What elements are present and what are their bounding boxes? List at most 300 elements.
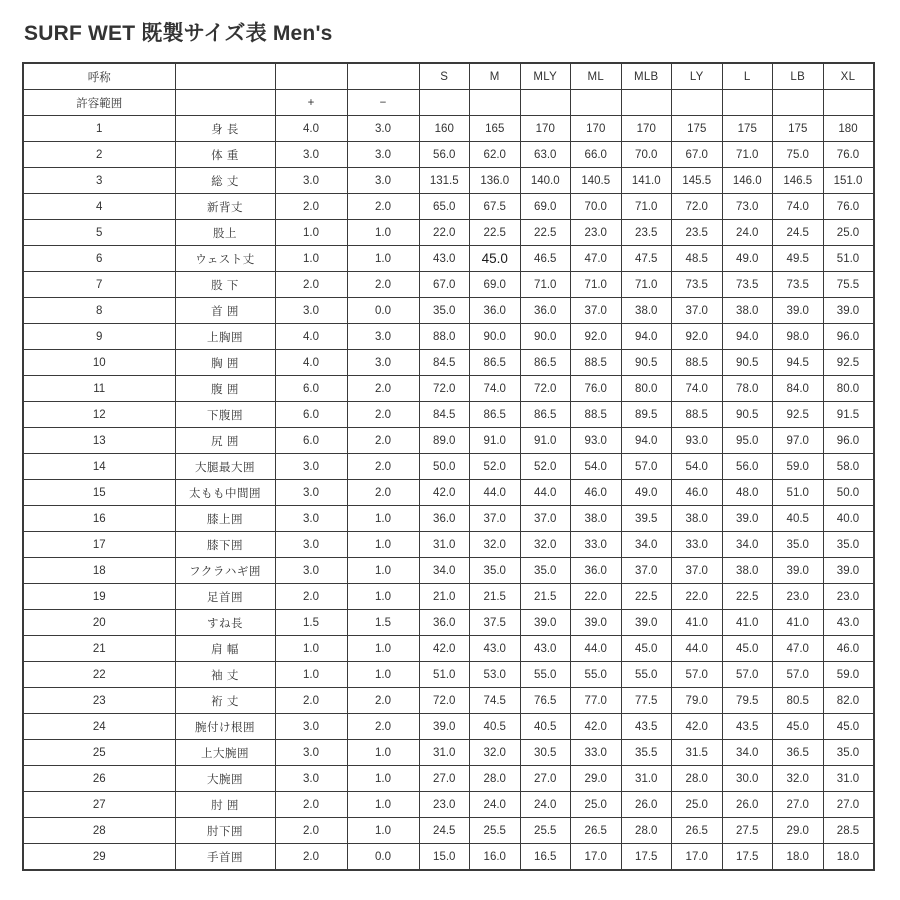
- value-xl: 58.0: [823, 454, 874, 480]
- value-s: 15.0: [419, 844, 470, 871]
- row-number: 8: [23, 298, 175, 324]
- value-mlb: 94.0: [621, 324, 672, 350]
- value-ly: 31.5: [672, 740, 723, 766]
- value-s: 43.0: [419, 246, 470, 272]
- value-ml: 70.0: [571, 194, 622, 220]
- tolerance-minus: 3.0: [347, 116, 419, 142]
- value-lb: 74.0: [773, 194, 824, 220]
- tolerance-plus: 3.0: [275, 558, 347, 584]
- tolerance-row: [23, 90, 874, 116]
- row-number: 17: [23, 532, 175, 558]
- table-row: [23, 428, 874, 454]
- value-ml: 39.0: [571, 610, 622, 636]
- value-s: 31.0: [419, 740, 470, 766]
- tolerance-value-mly: [520, 90, 571, 116]
- value-xl: 96.0: [823, 428, 874, 454]
- row-number: 27: [23, 792, 175, 818]
- value-mlb: 17.5: [621, 844, 672, 871]
- value-l: 95.0: [722, 428, 773, 454]
- value-xl: 75.5: [823, 272, 874, 298]
- tolerance-plus: 6.0: [275, 376, 347, 402]
- tolerance-plus: 3.0: [275, 454, 347, 480]
- row-number: 13: [23, 428, 175, 454]
- value-mlb: 47.5: [621, 246, 672, 272]
- tolerance-minus: 2.0: [347, 402, 419, 428]
- value-ly: 48.5: [672, 246, 723, 272]
- value-mly: 36.0: [520, 298, 571, 324]
- row-number: 10: [23, 350, 175, 376]
- measurement-name: 裄 丈: [175, 688, 275, 714]
- value-l: 94.0: [722, 324, 773, 350]
- value-lb: 98.0: [773, 324, 824, 350]
- value-l: 56.0: [722, 454, 773, 480]
- value-s: 84.5: [419, 350, 470, 376]
- table-row: [23, 194, 874, 220]
- value-m: 74.0: [470, 376, 521, 402]
- value-s: 84.5: [419, 402, 470, 428]
- tolerance-plus: 4.0: [275, 116, 347, 142]
- value-lb: 29.0: [773, 818, 824, 844]
- tolerance-minus: 2.0: [347, 454, 419, 480]
- value-mly: 90.0: [520, 324, 571, 350]
- value-l: 34.0: [722, 532, 773, 558]
- table-row: [23, 168, 874, 194]
- tolerance-plus: 2.0: [275, 194, 347, 220]
- value-xl: 25.0: [823, 220, 874, 246]
- value-mly: 25.5: [520, 818, 571, 844]
- header-label-designation: 呼称: [23, 63, 175, 90]
- value-l: 41.0: [722, 610, 773, 636]
- value-xl: 80.0: [823, 376, 874, 402]
- value-lb: 39.0: [773, 298, 824, 324]
- value-xl: 23.0: [823, 584, 874, 610]
- value-mly: 170: [520, 116, 571, 142]
- value-mlb: 37.0: [621, 558, 672, 584]
- tolerance-value-s: [419, 90, 470, 116]
- table-row: [23, 532, 874, 558]
- tolerance-minus-symbol: −: [347, 90, 419, 116]
- value-mlb: 89.5: [621, 402, 672, 428]
- value-m: 40.5: [470, 714, 521, 740]
- tolerance-minus: 1.0: [347, 584, 419, 610]
- header-size-s: S: [419, 63, 470, 90]
- value-xl: 31.0: [823, 766, 874, 792]
- value-ml: 55.0: [571, 662, 622, 688]
- value-s: 39.0: [419, 714, 470, 740]
- value-ly: 57.0: [672, 662, 723, 688]
- value-xl: 96.0: [823, 324, 874, 350]
- value-l: 175: [722, 116, 773, 142]
- tolerance-minus: 2.0: [347, 480, 419, 506]
- value-l: 27.5: [722, 818, 773, 844]
- row-number: 26: [23, 766, 175, 792]
- value-m: 43.0: [470, 636, 521, 662]
- value-s: 56.0: [419, 142, 470, 168]
- value-l: 49.0: [722, 246, 773, 272]
- value-l: 57.0: [722, 662, 773, 688]
- value-ly: 145.5: [672, 168, 723, 194]
- value-mlb: 71.0: [621, 194, 672, 220]
- value-mlb: 39.5: [621, 506, 672, 532]
- value-ly: 17.0: [672, 844, 723, 871]
- tolerance-minus: 0.0: [347, 298, 419, 324]
- row-number: 29: [23, 844, 175, 871]
- value-m: 35.0: [470, 558, 521, 584]
- value-s: 65.0: [419, 194, 470, 220]
- value-ml: 93.0: [571, 428, 622, 454]
- tolerance-plus: 3.0: [275, 766, 347, 792]
- tolerance-plus: 2.0: [275, 818, 347, 844]
- value-lb: 39.0: [773, 558, 824, 584]
- value-m: 37.0: [470, 506, 521, 532]
- tolerance-plus: 2.0: [275, 688, 347, 714]
- tolerance-plus: 3.0: [275, 142, 347, 168]
- value-l: 79.5: [722, 688, 773, 714]
- value-ml: 140.5: [571, 168, 622, 194]
- row-number: 24: [23, 714, 175, 740]
- table-row: [23, 376, 874, 402]
- value-xl: 151.0: [823, 168, 874, 194]
- tolerance-plus-symbol: +: [275, 90, 347, 116]
- value-mly: 35.0: [520, 558, 571, 584]
- value-s: 24.5: [419, 818, 470, 844]
- header-size-ly: LY: [672, 63, 723, 90]
- value-mly: 63.0: [520, 142, 571, 168]
- row-number: 23: [23, 688, 175, 714]
- value-ly: 67.0: [672, 142, 723, 168]
- table-row: [23, 350, 874, 376]
- value-ml: 36.0: [571, 558, 622, 584]
- row-number: 5: [23, 220, 175, 246]
- measurement-name: 尻 囲: [175, 428, 275, 454]
- value-l: 30.0: [722, 766, 773, 792]
- value-s: 34.0: [419, 558, 470, 584]
- tolerance-minus: 1.0: [347, 246, 419, 272]
- tolerance-plus: 3.0: [275, 532, 347, 558]
- value-ly: 33.0: [672, 532, 723, 558]
- row-number: 12: [23, 402, 175, 428]
- value-lb: 24.5: [773, 220, 824, 246]
- measurement-name: 手首囲: [175, 844, 275, 871]
- value-lb: 40.5: [773, 506, 824, 532]
- value-m: 90.0: [470, 324, 521, 350]
- value-l: 34.0: [722, 740, 773, 766]
- value-mlb: 94.0: [621, 428, 672, 454]
- value-mlb: 45.0: [621, 636, 672, 662]
- value-s: 131.5: [419, 168, 470, 194]
- tolerance-plus: 4.0: [275, 324, 347, 350]
- row-number: 18: [23, 558, 175, 584]
- value-l: 48.0: [722, 480, 773, 506]
- value-xl: 59.0: [823, 662, 874, 688]
- value-l: 71.0: [722, 142, 773, 168]
- tolerance-minus: 1.0: [347, 506, 419, 532]
- table-row: [23, 142, 874, 168]
- tolerance-name: [175, 90, 275, 116]
- value-mly: 72.0: [520, 376, 571, 402]
- value-mlb: 23.5: [621, 220, 672, 246]
- value-lb: 146.5: [773, 168, 824, 194]
- measurement-name: 袖 丈: [175, 662, 275, 688]
- value-lb: 80.5: [773, 688, 824, 714]
- tolerance-plus: 2.0: [275, 844, 347, 871]
- value-m: 136.0: [470, 168, 521, 194]
- header-size-mlb: MLB: [621, 63, 672, 90]
- value-lb: 57.0: [773, 662, 824, 688]
- value-lb: 32.0: [773, 766, 824, 792]
- value-s: 36.0: [419, 506, 470, 532]
- tolerance-value-m: [470, 90, 521, 116]
- row-number: 25: [23, 740, 175, 766]
- value-mly: 86.5: [520, 402, 571, 428]
- tolerance-plus: 4.0: [275, 350, 347, 376]
- table-row: [23, 220, 874, 246]
- value-mly: 44.0: [520, 480, 571, 506]
- value-xl: 43.0: [823, 610, 874, 636]
- value-ly: 88.5: [672, 402, 723, 428]
- table-row: [23, 246, 874, 272]
- value-ly: 22.0: [672, 584, 723, 610]
- value-lb: 27.0: [773, 792, 824, 818]
- measurement-name: 膝下囲: [175, 532, 275, 558]
- value-mly: 30.5: [520, 740, 571, 766]
- tolerance-minus: 1.0: [347, 818, 419, 844]
- value-m: 16.0: [470, 844, 521, 871]
- value-xl: 51.0: [823, 246, 874, 272]
- size-table-container: [22, 62, 872, 871]
- value-mlb: 70.0: [621, 142, 672, 168]
- value-lb: 23.0: [773, 584, 824, 610]
- table-row: [23, 480, 874, 506]
- measurement-name: 足首囲: [175, 584, 275, 610]
- value-ml: 22.0: [571, 584, 622, 610]
- value-mlb: 90.5: [621, 350, 672, 376]
- tolerance-minus: 2.0: [347, 272, 419, 298]
- value-xl: 40.0: [823, 506, 874, 532]
- row-number: 4: [23, 194, 175, 220]
- size-table: [22, 62, 875, 871]
- value-mly: 140.0: [520, 168, 571, 194]
- value-l: 43.5: [722, 714, 773, 740]
- measurement-name: 太もも中間囲: [175, 480, 275, 506]
- measurement-name: 総 丈: [175, 168, 275, 194]
- value-s: 160: [419, 116, 470, 142]
- measurement-name: 肘 囲: [175, 792, 275, 818]
- row-number: 2: [23, 142, 175, 168]
- value-mly: 52.0: [520, 454, 571, 480]
- tolerance-minus: 1.0: [347, 662, 419, 688]
- value-ly: 72.0: [672, 194, 723, 220]
- value-xl: 35.0: [823, 740, 874, 766]
- value-ly: 37.0: [672, 558, 723, 584]
- value-l: 38.0: [722, 558, 773, 584]
- row-number: 1: [23, 116, 175, 142]
- value-lb: 84.0: [773, 376, 824, 402]
- tolerance-plus: 3.0: [275, 714, 347, 740]
- tolerance-plus: 6.0: [275, 402, 347, 428]
- value-m: 24.0: [470, 792, 521, 818]
- tolerance-minus: 2.0: [347, 376, 419, 402]
- value-ml: 88.5: [571, 402, 622, 428]
- measurement-name: 肘下囲: [175, 818, 275, 844]
- value-mly: 21.5: [520, 584, 571, 610]
- tolerance-plus: 3.0: [275, 168, 347, 194]
- value-m: 67.5: [470, 194, 521, 220]
- value-l: 73.5: [722, 272, 773, 298]
- value-mly: 27.0: [520, 766, 571, 792]
- measurement-name: フクラハギ囲: [175, 558, 275, 584]
- value-m: 74.5: [470, 688, 521, 714]
- table-row: [23, 272, 874, 298]
- table-row: [23, 506, 874, 532]
- value-mly: 22.5: [520, 220, 571, 246]
- tolerance-minus: 3.0: [347, 350, 419, 376]
- value-l: 26.0: [722, 792, 773, 818]
- value-lb: 59.0: [773, 454, 824, 480]
- table-row: [23, 818, 874, 844]
- value-s: 67.0: [419, 272, 470, 298]
- row-number: 20: [23, 610, 175, 636]
- value-s: 88.0: [419, 324, 470, 350]
- value-ly: 54.0: [672, 454, 723, 480]
- table-row: [23, 584, 874, 610]
- tolerance-minus: 2.0: [347, 714, 419, 740]
- value-xl: 45.0: [823, 714, 874, 740]
- page-title: SURF WET 既製サイズ表 Men's: [24, 22, 333, 45]
- value-mlb: 57.0: [621, 454, 672, 480]
- table-row: [23, 662, 874, 688]
- measurement-name: 膝上囲: [175, 506, 275, 532]
- table-row: [23, 324, 874, 350]
- value-ml: 88.5: [571, 350, 622, 376]
- value-mlb: 170: [621, 116, 672, 142]
- value-ly: 79.0: [672, 688, 723, 714]
- value-m: 32.0: [470, 532, 521, 558]
- value-mlb: 80.0: [621, 376, 672, 402]
- value-mly: 43.0: [520, 636, 571, 662]
- value-s: 51.0: [419, 662, 470, 688]
- value-mly: 39.0: [520, 610, 571, 636]
- header-label-plus: [275, 63, 347, 90]
- tolerance-minus: 3.0: [347, 142, 419, 168]
- value-l: 90.5: [722, 350, 773, 376]
- value-l: 78.0: [722, 376, 773, 402]
- value-lb: 47.0: [773, 636, 824, 662]
- value-xl: 35.0: [823, 532, 874, 558]
- value-ml: 33.0: [571, 740, 622, 766]
- row-number: 14: [23, 454, 175, 480]
- header-size-mly: MLY: [520, 63, 571, 90]
- tolerance-minus: 1.5: [347, 610, 419, 636]
- value-mly: 86.5: [520, 350, 571, 376]
- value-ml: 47.0: [571, 246, 622, 272]
- value-ml: 29.0: [571, 766, 622, 792]
- measurement-name: 胸 囲: [175, 350, 275, 376]
- tolerance-minus: 1.0: [347, 740, 419, 766]
- measurement-name: 腕付け根囲: [175, 714, 275, 740]
- value-xl: 76.0: [823, 142, 874, 168]
- value-ml: 37.0: [571, 298, 622, 324]
- value-lb: 175: [773, 116, 824, 142]
- tolerance-value-mlb: [621, 90, 672, 116]
- value-mlb: 71.0: [621, 272, 672, 298]
- value-s: 42.0: [419, 636, 470, 662]
- row-number: 3: [23, 168, 175, 194]
- value-lb: 49.5: [773, 246, 824, 272]
- tolerance-plus: 1.0: [275, 220, 347, 246]
- value-mlb: 28.0: [621, 818, 672, 844]
- value-mlb: 39.0: [621, 610, 672, 636]
- tolerance-value-lb: [773, 90, 824, 116]
- value-xl: 27.0: [823, 792, 874, 818]
- tolerance-minus: 3.0: [347, 168, 419, 194]
- value-ly: 23.5: [672, 220, 723, 246]
- tolerance-plus: 1.0: [275, 246, 347, 272]
- tolerance-plus: 2.0: [275, 584, 347, 610]
- value-m: 22.5: [470, 220, 521, 246]
- value-xl: 39.0: [823, 298, 874, 324]
- header-size-xl: XL: [823, 63, 874, 90]
- header-row-sizes: [23, 63, 874, 90]
- measurement-name: 大腕囲: [175, 766, 275, 792]
- value-mly: 16.5: [520, 844, 571, 871]
- value-ly: 88.5: [672, 350, 723, 376]
- value-ly: 46.0: [672, 480, 723, 506]
- value-lb: 51.0: [773, 480, 824, 506]
- value-s: 21.0: [419, 584, 470, 610]
- measurement-name: すね長: [175, 610, 275, 636]
- table-row: [23, 766, 874, 792]
- value-lb: 18.0: [773, 844, 824, 871]
- value-ml: 26.5: [571, 818, 622, 844]
- value-ml: 23.0: [571, 220, 622, 246]
- value-ml: 54.0: [571, 454, 622, 480]
- value-l: 146.0: [722, 168, 773, 194]
- value-lb: 41.0: [773, 610, 824, 636]
- value-ml: 77.0: [571, 688, 622, 714]
- table-header: [23, 63, 874, 116]
- value-xl: 91.5: [823, 402, 874, 428]
- value-xl: 180: [823, 116, 874, 142]
- row-number: 9: [23, 324, 175, 350]
- row-number: 11: [23, 376, 175, 402]
- header-size-lb: LB: [773, 63, 824, 90]
- tolerance-value-ly: [672, 90, 723, 116]
- table-row: [23, 558, 874, 584]
- value-m: 45.0: [470, 246, 521, 272]
- table-row: [23, 792, 874, 818]
- value-ml: 92.0: [571, 324, 622, 350]
- row-number: 28: [23, 818, 175, 844]
- table-row: [23, 714, 874, 740]
- tolerance-minus: 1.0: [347, 558, 419, 584]
- tolerance-minus: 1.0: [347, 792, 419, 818]
- value-mly: 40.5: [520, 714, 571, 740]
- tolerance-plus: 3.0: [275, 480, 347, 506]
- tolerance-plus: 3.0: [275, 740, 347, 766]
- value-ly: 37.0: [672, 298, 723, 324]
- value-ml: 42.0: [571, 714, 622, 740]
- value-ml: 38.0: [571, 506, 622, 532]
- value-m: 52.0: [470, 454, 521, 480]
- measurement-name: 大腿最大囲: [175, 454, 275, 480]
- row-number: 15: [23, 480, 175, 506]
- value-m: 165: [470, 116, 521, 142]
- value-m: 28.0: [470, 766, 521, 792]
- value-ly: 28.0: [672, 766, 723, 792]
- tolerance-minus: 1.0: [347, 220, 419, 246]
- measurement-name: 上大腕囲: [175, 740, 275, 766]
